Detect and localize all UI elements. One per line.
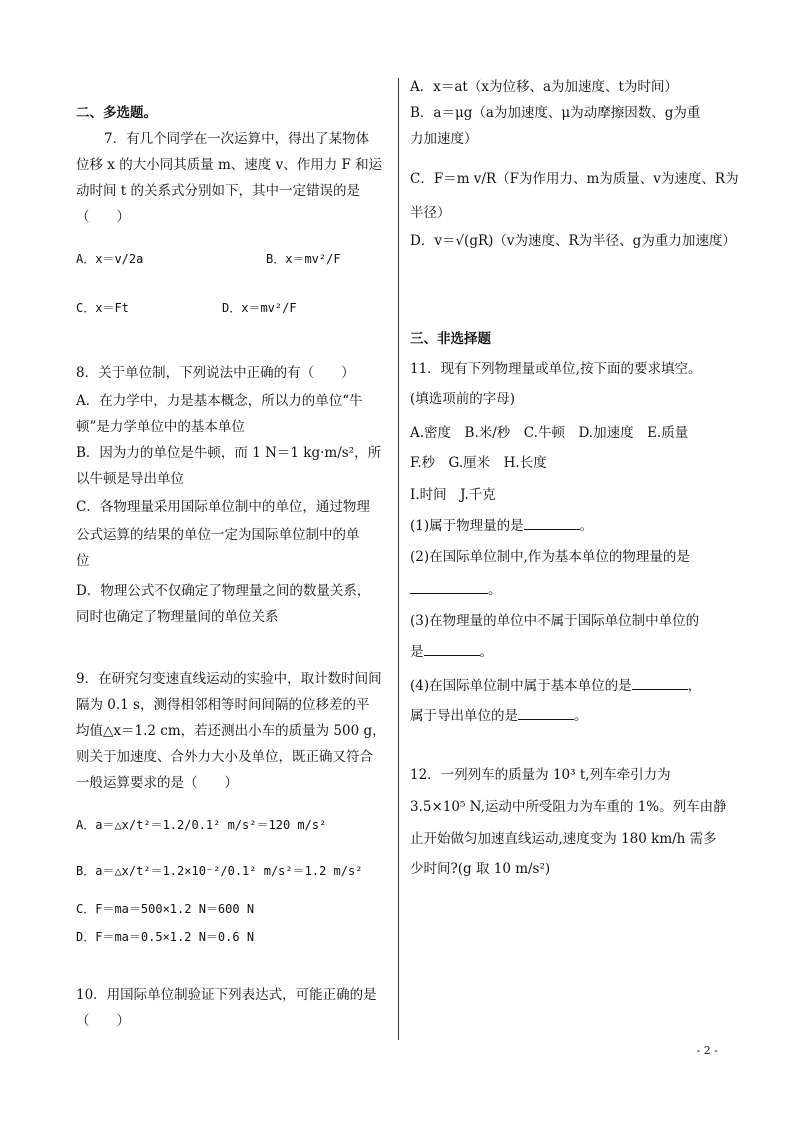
q12-line-2: 3.5×10⁵ N,运动中所受阻力为车重的 1%。列车由静 [410, 799, 727, 815]
q9-line-4: 则关于加速度、合外力大小及单位，既正确又符合 [76, 749, 373, 765]
q11-sub-4-line-2 [410, 706, 588, 725]
q7-line-4: （ ） [76, 209, 130, 225]
q8-option-a-1: A．在力学中，力是基本概念，所以力的单位“牛 [76, 393, 363, 409]
q10-option-c-2: 半径） [410, 205, 451, 221]
q11-sub-2-end: 。 [488, 582, 502, 598]
q7-line-3: 动时间 t 的关系式分别如下，其中一定错误的是 [76, 183, 361, 199]
q10-option-b-2: 力加速度） [410, 131, 478, 147]
q11-line-1: 11．现有下列物理量或单位,按下面的要求填空。 [410, 361, 702, 377]
q8-line-1: 8．关于单位制，下列说法中正确的有（ ） [76, 365, 355, 381]
q11-line-4: F.秒 G.厘米 H.长度 [410, 455, 547, 471]
q12-line-3: 止开始做匀加速直线运动,速度变为 180 km/h 需多 [410, 831, 717, 847]
q11-answer-blank-2[interactable] [410, 580, 488, 594]
q10-line-2: （ ） [76, 1013, 130, 1029]
q11-sub-3-line-2 [410, 642, 493, 661]
q9-option-d: D．F＝ma＝0.5×1.2 N＝0.6 N [76, 930, 255, 944]
q11-sub-2-line-1: (2)在国际单位制中,作为基本单位的物理量的是 [410, 549, 690, 565]
q12-line-4: 少时间?(g 取 10 m/s²) [410, 861, 551, 877]
section-2-title: 二、多选题。 [76, 105, 157, 121]
q11-sub-3-text: 是 [410, 644, 424, 660]
q7-option-b: B．x＝mv²/F [266, 252, 341, 266]
q7-option-d: D．x＝mv²/F [222, 301, 297, 315]
q8-option-b-1: B．因为力的单位是牛顿，而 1 N＝1 kg·m/s²，所 [76, 445, 382, 461]
section-3-title: 三、非选择题 [410, 331, 491, 347]
q11-sub-2-line-2 [410, 580, 502, 599]
q8-option-b-2: 以牛顿是导出单位 [76, 471, 184, 487]
q11-sub-4-end: 。 [574, 708, 588, 724]
q11-sub-3-line-1: (3)在物理量的单位中不属于国际单位制中单位的 [410, 613, 700, 629]
q10-line-1: 10．用国际单位制验证下列表达式，可能正确的是 [76, 987, 377, 1003]
q7-line-2: 位移 x 的大小同其质量 m、速度 v、作用力 F 和运 [76, 157, 383, 173]
q11-sub-4-text: (4)在国际单位制中属于基本单位的是 [410, 678, 632, 694]
q10-option-d: D．v＝√(gR)（v为速度、R为半径、g为重力加速度） [410, 233, 736, 249]
q11-line-5: I.时间 J.千克 [410, 487, 496, 503]
q7-line-1: 7．有几个同学在一次运算中，得出了某物体 [104, 131, 370, 147]
q11-answer-blank-5[interactable] [518, 706, 574, 720]
q11-sub-1 [410, 516, 593, 535]
q8-option-d-1: D．物理公式不仅确定了物理量之间的数量关系， [76, 583, 371, 599]
q9-option-c: C．F＝ma＝500×1.2 N＝600 N [76, 902, 255, 916]
q11-sub-3-end: 。 [479, 644, 493, 660]
q8-option-c-3: 位 [76, 553, 90, 569]
q9-line-5: 一般运算要求的是（ ） [76, 775, 238, 791]
q8-option-a-2: 顿”是力学单位中的基本单位 [76, 419, 245, 435]
q8-option-d-2: 同时也确定了物理量间的单位关系 [76, 609, 279, 625]
q11-sub-1-end: 。 [579, 518, 594, 534]
q9-option-a: A．a＝△x/t²＝1.2/0.1² m/s²＝120 m/s² [76, 818, 327, 832]
q7-option-a: A．x＝v/2a [76, 252, 144, 266]
column-divider [398, 78, 399, 1040]
q11-answer-blank-1[interactable] [524, 516, 580, 530]
q11-answer-blank-4[interactable] [632, 676, 688, 690]
q8-option-c-2: 公式运算的结果的单位一定为国际单位制中的单 [76, 527, 360, 543]
q11-sub-4-line-1 [410, 676, 701, 695]
q9-line-3: 均值△x＝1.2 cm，若还测出小车的质量为 500 g， [76, 723, 386, 739]
q11-line-3: A.密度 B.米/秒 C.牛顿 D.加速度 E.质量 [410, 425, 689, 441]
q11-sub-1-text: (1)属于物理量的是 [410, 518, 524, 534]
q11-answer-blank-3[interactable] [424, 642, 480, 656]
page-number: - 2 - [696, 1044, 718, 1057]
q10-option-c-1: C．F＝m v/R（F为作用力、m为质量、v为速度、R为 [410, 171, 739, 187]
q9-line-1: 9．在研究匀变速直线运动的实验中，取计数时间间 [76, 671, 382, 687]
q11-line-2: (填选项前的字母) [410, 391, 516, 407]
q9-option-b: B．a＝△x/t²＝1.2×10⁻²/0.1² m/s²＝1.2 m/s² [76, 864, 363, 878]
q10-option-a: A．x＝at（x为位移、a为加速度、t为时间） [410, 79, 678, 95]
q11-sub-4-derived-text: 属于导出单位的是 [410, 708, 518, 724]
q11-sub-4-comma: ， [687, 678, 702, 694]
q8-option-c-1: C．各物理量采用国际单位制中的单位，通过物理 [76, 499, 370, 515]
q9-line-2: 隔为 0.1 s，测得相邻相等时间间隔的位移差的平 [76, 697, 370, 713]
q7-option-c: C．x＝Ft [76, 301, 129, 315]
q10-option-b-1: B．a＝μg（a为加速度、μ为动摩擦因数、g为重 [410, 105, 701, 121]
q12-line-1: 12．一列列车的质量为 10³ t,列车牵引力为 [410, 767, 671, 783]
